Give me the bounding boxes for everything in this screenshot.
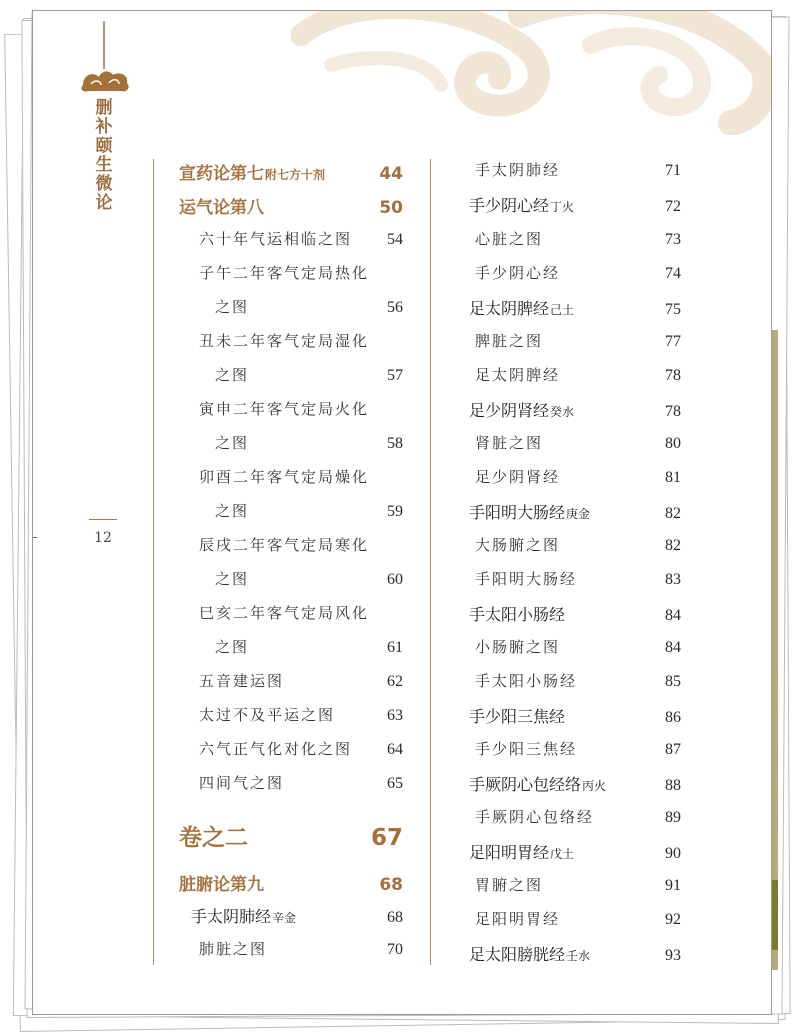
toc-entry-annotation: 戊土 [550,847,575,861]
toc-entry[interactable] [475,670,681,691]
toc-entry-title [199,228,352,249]
toc-entry-title-text: 足少阴肾经 [475,468,561,486]
toc-entry-title [199,398,369,419]
toc-entry-title [215,568,249,589]
toc-entry-page-number: 84 [665,639,681,656]
toc-entry[interactable] [475,568,681,589]
book-page [32,10,772,1015]
toc-entry-page-number: 59 [387,503,403,520]
toc-entry-page-number: 91 [665,877,681,894]
toc-entry-annotation: 己土 [550,303,575,317]
toc-entry-annotation: 丙火 [582,779,607,793]
toc-entry-page-number: 85 [665,673,681,690]
toc-entry-page-number: 54 [387,231,403,248]
toc-entry-page-number: 74 [665,265,681,282]
toc-entry[interactable] [475,874,681,895]
toc-entry[interactable] [215,296,403,317]
toc-entry-title [475,364,560,385]
cloud-swirl-decoration [291,10,771,135]
toc-entry-title-text: 心脏之图 [475,230,544,248]
toc-entry[interactable] [199,228,403,249]
toc-entry-page-number: 83 [665,571,681,588]
toc-entry-title [469,500,590,523]
toc-entry-title [475,330,543,351]
toc-entry-page-number: 78 [665,367,681,384]
toc-entry-title-text: 太过不及平运之图 [199,706,336,724]
toc-entry-title-text: 手少阴心经 [469,196,550,215]
toc-entry[interactable] [199,330,403,351]
toc-entry-title [215,636,249,657]
toc-entry[interactable] [179,159,403,184]
toc-entry-title-text: 足太阳膀胱经 [469,945,566,964]
toc-entry-title [475,738,577,759]
book-title-text: 删补颐生微论 [95,98,113,213]
toc-entry-title [199,938,267,959]
toc-entry-page-number: 68 [387,909,403,926]
toc-entry-title [199,534,369,555]
toc-entry-page-number: 90 [665,845,681,862]
toc-entry-title-text: 手太阴肺经 [191,907,272,926]
book-title-vertical [93,99,115,213]
toc-entry-title-text: 足太阴脾经 [469,299,550,318]
toc-entry[interactable] [179,870,403,895]
toc-entry-title-text: 胃腑之图 [475,876,544,894]
toc-entry-title [179,159,325,184]
toc-entry-page-number: 67 [370,825,403,851]
toc-entry[interactable] [475,908,681,929]
toc-entry-page-number: 63 [387,707,403,724]
toc-entry[interactable] [475,159,681,180]
toc-entry-title-text: 手阳明大肠经 [475,570,578,588]
toc-entry-title-text: 卷之二 [179,825,248,851]
toc-entry-title-text: 六气正气化对化之图 [199,740,353,758]
page-number: 12 [94,530,112,546]
toc-entry-title [469,602,565,625]
toc-entry-title [199,670,284,691]
toc-entry[interactable] [475,738,681,759]
toc-entry-title-text: 手太阳小肠经 [469,605,566,624]
toc-entry[interactable] [469,772,681,795]
toc-entry-title [469,398,574,421]
toc-entry-annotation: 丁火 [550,200,575,214]
toc-entry-title [475,670,577,691]
toc-entry-title [475,534,560,555]
toc-entry-title [475,636,560,657]
toc-entry-title-text: 之图 [215,366,250,384]
toc-entry-title [469,840,574,863]
toc-entry-title-text: 之图 [215,502,250,520]
toc-entry-title [475,874,543,895]
toc-entry-title [199,738,352,759]
toc-entry[interactable] [469,840,681,863]
toc-entry[interactable] [469,296,681,319]
toc-entry-page-number: 57 [387,367,403,384]
toc-entry[interactable] [199,398,403,419]
toc-entry-title [215,432,249,453]
toc-entry-title [199,602,369,623]
toc-entry-title-text: 手阳明大肠经 [469,503,566,522]
toc-entry-title-text: 寅申二年客气定局火化 [199,400,370,418]
toc-entry-page-number: 70 [387,941,403,958]
toc-entry-page-number: 60 [387,571,403,588]
toc-entry-page-number: 82 [665,505,681,522]
toc-entry-page-number: 50 [379,198,403,218]
toc-entry-title-text: 六十年气运相临之图 [199,230,353,248]
toc-entry-title [215,296,249,317]
toc-entry[interactable] [469,942,681,965]
toc-entry-title-text: 手厥阴心包络经 [475,808,595,826]
toc-entry-title [199,466,369,487]
toc-entry-title [179,870,264,895]
toc-entry-page-number: 77 [665,333,681,350]
toc-entry-title-text: 小肠腑之图 [475,638,561,656]
toc-entry[interactable] [469,193,681,216]
toc-entry-title [199,772,284,793]
toc-entry-title [475,806,594,827]
toc-entry-title-text: 巳亥二年客气定局风化 [199,604,370,622]
toc-entry[interactable] [469,500,681,523]
toc-entry[interactable] [215,500,403,521]
toc-entry-page-number: 80 [665,435,681,452]
toc-entry[interactable] [475,534,681,555]
toc-entry[interactable] [475,432,681,453]
toc-entry-annotation: 辛金 [272,911,297,925]
toc-entry[interactable] [469,398,681,421]
middle-column-rule [430,159,431,965]
toc-entry-title-text: 宣药论第七 [179,164,264,184]
toc-entry-title [475,432,543,453]
toc-entry[interactable] [179,819,403,852]
toc-entry[interactable] [199,466,403,487]
toc-entry[interactable] [199,602,403,623]
toc-entry-title-text: 四间气之图 [199,774,285,792]
toc-entry-page-number: 61 [387,639,403,656]
toc-entry-page-number: 73 [665,231,681,248]
toc-entry-page-number: 75 [665,301,681,318]
toc-entry-page-number: 84 [665,607,681,624]
toc-entry-title [215,500,249,521]
toc-entry[interactable] [199,938,403,959]
margin-tick [33,537,37,538]
toc-entry-title [469,704,565,727]
toc-entry-title-text: 足阳明胃经 [475,910,561,928]
toc-entry-title [475,262,560,283]
knot-ornament-icon [77,21,137,96]
toc-entry-title-text: 之图 [215,638,250,656]
toc-entry-page-number: 71 [665,162,681,179]
toc-entry[interactable] [475,228,681,249]
toc-entry-title-text: 手少阴心经 [475,264,561,282]
toc-entry-page-number: 78 [665,403,681,420]
toc-entry-title [475,228,543,249]
toc-entry-annotation: 庚金 [566,507,591,521]
toc-entry[interactable] [469,704,681,727]
toc-entry-page-number: 82 [665,537,681,554]
toc-entry[interactable] [215,432,403,453]
toc-entry[interactable] [199,534,403,555]
toc-entry[interactable] [475,364,681,385]
toc-entry[interactable] [469,602,681,625]
toc-entry-page-number: 64 [387,741,403,758]
toc-entry-title-text: 之图 [215,570,250,588]
toc-entry-page-number: 93 [665,947,681,964]
toc-entry-page-number: 72 [665,198,681,215]
toc-entry-page-number: 92 [665,911,681,928]
toc-entry[interactable] [475,466,681,487]
toc-entry-page-number: 89 [665,809,681,826]
toc-entry[interactable] [475,806,681,827]
toc-entry-title-text: 大肠腑之图 [475,536,561,554]
toc-entry-page-number: 44 [379,164,403,184]
toc-entry[interactable] [475,636,681,657]
toc-entry-title [199,704,335,725]
toc-entry-title [469,942,590,965]
toc-entry-title-text: 脾脏之图 [475,332,544,350]
toc-entry-page-number: 56 [387,299,403,316]
toc-entry[interactable] [475,330,681,351]
toc-entry-title [199,330,369,351]
toc-entry-title-text: 肺脏之图 [199,940,268,958]
toc-entry-title-text: 之图 [215,298,250,316]
toc-entry-title [199,262,369,283]
toc-entry-title-text: 手厥阴心包经络 [469,775,582,794]
toc-entry-title [215,364,249,385]
toc-entry-title [475,568,577,589]
toc-entry-page-number: 86 [665,709,681,726]
toc-entry-title-text: 足少阴肾经 [469,401,550,420]
toc-entry-title-text: 丑未二年客气定局湿化 [199,332,370,350]
toc-entry-title-text: 运气论第八 [179,198,264,218]
toc-entry-title-text: 手少阳三焦经 [475,740,578,758]
toc-entry-title-text: 卯酉二年客气定局燥化 [199,468,370,486]
toc-entry-title-text: 肾脏之图 [475,434,544,452]
toc-entry-title-text: 足阳明胃经 [469,843,550,862]
toc-entry-page-number: 68 [379,875,403,895]
toc-entry-annotation: 附七方十剂 [265,168,326,182]
toc-entry-title [469,772,606,795]
toc-entry-page-number: 62 [387,673,403,690]
toc-entry-title-text: 手太阴肺经 [475,161,561,179]
toc-entry-title [469,193,574,216]
toc-entry-title [475,908,560,929]
left-column-rule [153,159,154,965]
toc-entry-title-text: 子午二年客气定局热化 [199,264,370,282]
toc-entry-page-number: 65 [387,775,403,792]
toc-entry-page-number: 81 [665,469,681,486]
toc-entry[interactable] [179,193,403,218]
toc-entry[interactable] [215,636,403,657]
toc-entry[interactable] [199,704,403,725]
toc-entry-title-text: 手少阳三焦经 [469,707,566,726]
toc-entry-title [475,466,560,487]
toc-entry[interactable] [199,772,403,793]
toc-entry[interactable] [199,670,403,691]
toc-entry-title [191,904,296,927]
toc-entry-title-text: 足太阴脾经 [475,366,561,384]
toc-entry-title [179,819,248,852]
toc-entry[interactable] [215,568,403,589]
toc-entry-title-text: 之图 [215,434,250,452]
toc-entry[interactable] [199,262,403,283]
toc-entry-page-number: 88 [665,777,681,794]
toc-entry-title [179,193,264,218]
toc-entry-page-number: 58 [387,435,403,452]
toc-entry[interactable] [215,364,403,385]
toc-entry-annotation: 壬水 [566,949,591,963]
toc-entry-annotation: 癸水 [550,405,575,419]
toc-entry-title-text: 手太阳小肠经 [475,672,578,690]
toc-entry[interactable] [199,738,403,759]
toc-entry-title-text: 辰戌二年客气定局寒化 [199,536,370,554]
toc-entry[interactable] [191,904,403,927]
toc-entry-title [475,159,560,180]
toc-entry-title-text: 五音建运图 [199,672,285,690]
toc-entry-page-number: 87 [665,741,681,758]
toc-entry[interactable] [475,262,681,283]
toc-entry-title [469,296,574,319]
page-number-rule [89,519,117,520]
toc-entry-title-text: 脏腑论第九 [179,875,264,895]
